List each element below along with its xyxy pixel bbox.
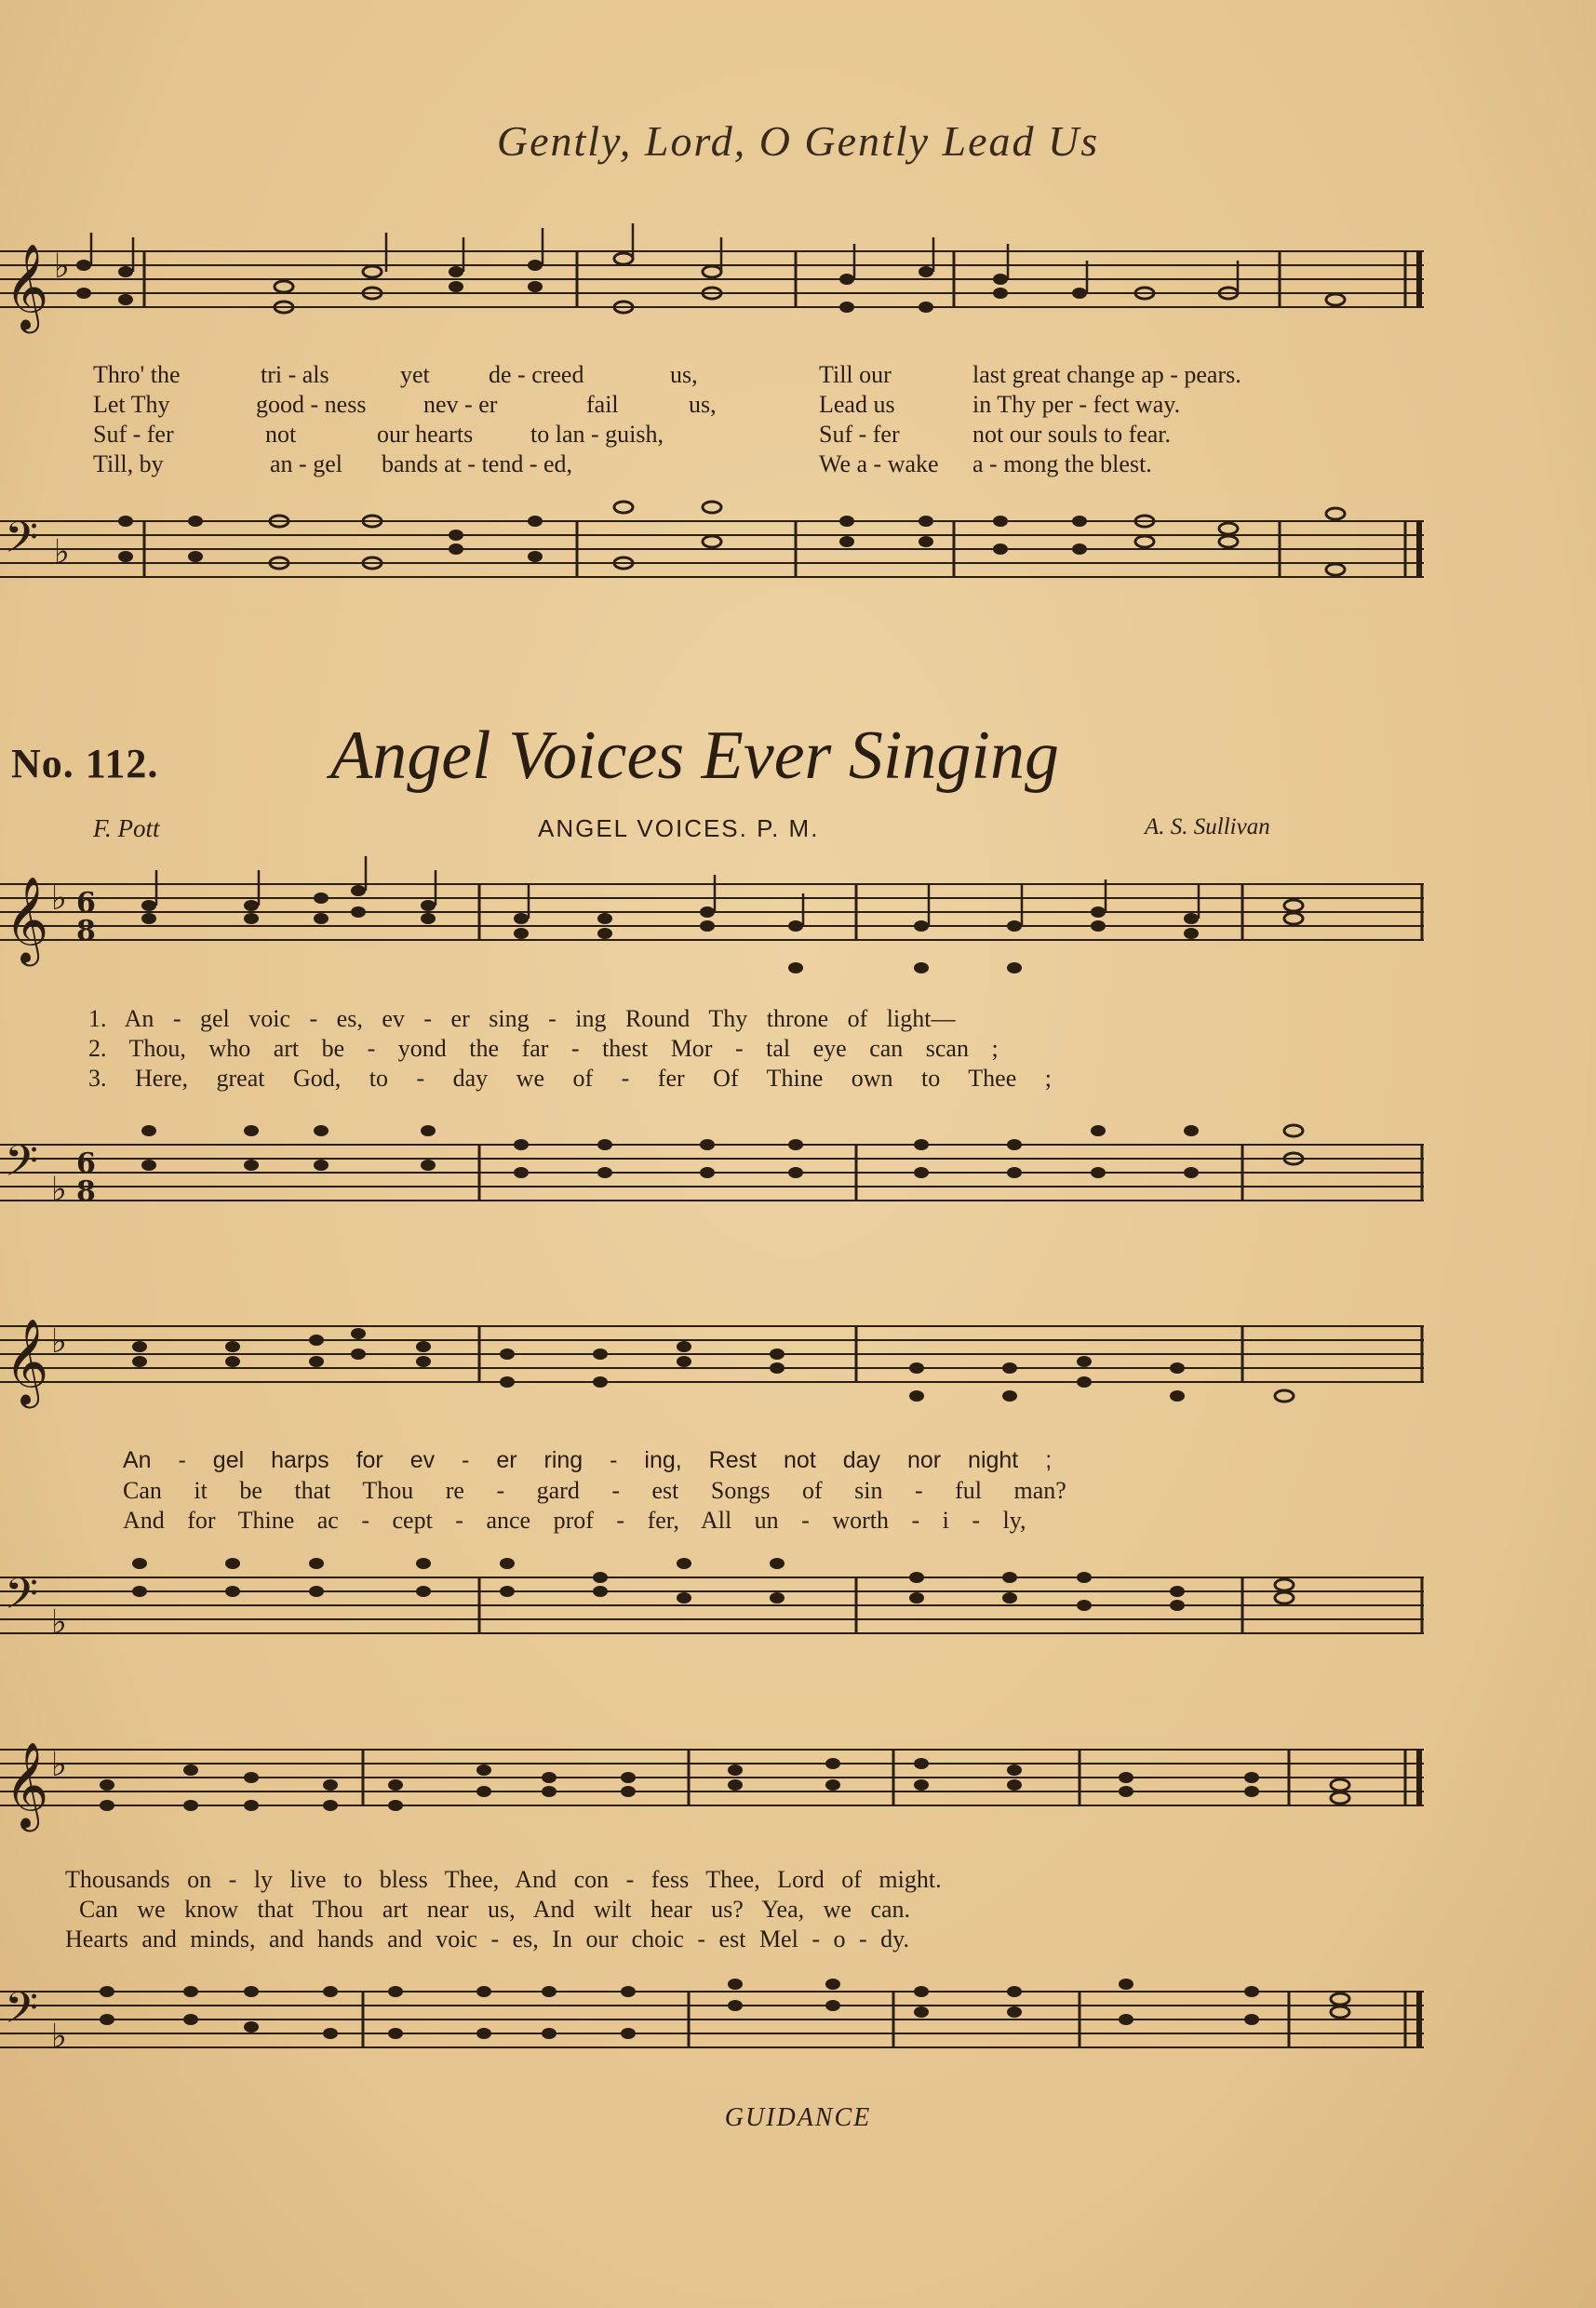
bass-clef-icon: 𝄢: [5, 1569, 39, 1630]
lyric-segment: us,: [670, 361, 698, 388]
staff-system4-treble: [0, 1712, 1596, 1861]
hymn-number: No. 112.: [11, 741, 159, 786]
lyric-line: And for Thine ac - cept - ance prof - fer, All un - worth - i - ly,: [123, 1507, 1026, 1534]
lyric-segment: not our souls to fear.: [972, 421, 1172, 448]
flat-icon: ♭: [51, 879, 67, 918]
lyric-segment: not: [265, 421, 297, 448]
flat-icon: ♭: [54, 533, 70, 571]
lyric-line: An - gel harps for ev - er ring - ing, Rest not day nor night ;: [123, 1447, 1053, 1473]
time-signature: 8: [76, 915, 96, 947]
hymn-author: F. Pott: [93, 814, 160, 842]
notes-system3-bass: [132, 1558, 1294, 1611]
bass-clef-icon: 𝄢: [5, 1136, 39, 1197]
notes-system1-bass: [118, 502, 1345, 575]
notes-system4-bass: [100, 1979, 1349, 2039]
staff-system2-bass: [0, 1107, 1596, 1247]
staff-system1-treble: [0, 214, 1596, 344]
notes-system3-treble: [132, 1328, 1294, 1402]
lyric-line: Can we know that Thou art near us, And wilt hear us? Yea, we can.: [79, 1896, 911, 1923]
lyric-segment: We a - wake: [819, 450, 939, 477]
lyric-segment: Thro' the: [93, 361, 181, 388]
lyric-segment: Suf - fer: [93, 421, 174, 448]
treble-clef-icon: 𝄞: [5, 876, 49, 962]
bass-clef-icon: 𝄢: [5, 513, 39, 573]
time-signature: 6: [76, 1147, 96, 1180]
lyric-line: 3. Here, great God, to - day we of - fer Of Thine own to Thee ;: [88, 1065, 1052, 1092]
staff-system2-treble: [0, 852, 1596, 1010]
lyric-segment: us,: [689, 391, 717, 418]
lyric-segment: to lan - guish,: [530, 421, 664, 448]
notes-system2-bass: [141, 1125, 1303, 1178]
lyric-segment: nev - er: [423, 391, 498, 418]
hymn-title: Angel Voices Ever Singing: [330, 718, 1059, 794]
lyric-segment: last great change ap - pears.: [972, 361, 1241, 388]
lyric-segment: fail: [586, 391, 619, 418]
lyric-line: 1. An - gel voic - es, ev - er sing - ing Round Thy throne of light—: [88, 1005, 956, 1032]
page-footer-category: GUIDANCE: [724, 2103, 872, 2132]
lyric-line: Hearts and minds, and hands and voic - es, In our choic - est Mel - o - dy.: [65, 1926, 909, 1952]
lyric-segment: good - ness: [256, 391, 367, 418]
notes-system4-treble: [100, 1758, 1349, 1811]
staff-system1-bass: [0, 484, 1596, 614]
flat-icon: ♭: [51, 1604, 67, 1642]
hymn-composer: A. S. Sullivan: [1145, 814, 1270, 839]
lyric-segment: Lead us: [819, 391, 895, 418]
flat-icon: ♭: [51, 1746, 67, 1784]
lyric-segment: Let Thy: [93, 391, 170, 418]
flat-icon: ♭: [51, 1322, 67, 1361]
lyric-segment: an - gel: [270, 450, 342, 477]
treble-clef-icon: 𝄞: [5, 243, 49, 329]
flat-icon: ♭: [51, 2018, 67, 2056]
notes-system1-treble: [76, 253, 1345, 313]
treble-clef-icon: 𝄞: [5, 1318, 49, 1404]
lyric-segment: Till, by: [93, 450, 164, 477]
lyric-segment: tri - als: [261, 361, 329, 388]
hymn-tune: ANGEL VOICES. P. M.: [538, 814, 820, 842]
lyric-line: Thousands on - ly live to bless Thee, And con - fess Thee, Lord of might.: [65, 1866, 942, 1893]
lyric-line: Can it be that Thou re - gard - est Songs of sin - ful man?: [123, 1477, 1066, 1504]
time-signature: 8: [76, 1175, 96, 1208]
lyric-segment: bands at - tend - ed,: [382, 450, 573, 477]
lyric-segment: Till our: [819, 361, 892, 388]
flat-icon: ♭: [51, 1171, 67, 1209]
lyric-segment: de - creed: [489, 361, 584, 388]
stems-system1-treble: [91, 223, 1238, 293]
lyric-segment: our hearts: [377, 421, 474, 448]
staff-system3-bass: [0, 1540, 1596, 1680]
bass-clef-icon: 𝄢: [5, 1983, 39, 2044]
lyric-line: 2. Thou, who art be - yond the far - thest Mor - tal eye can scan ;: [88, 1035, 999, 1062]
lyric-segment: yet: [400, 361, 430, 388]
staff-system3-treble: [0, 1289, 1596, 1438]
lyric-segment: in Thy per - fect way.: [972, 391, 1181, 418]
treble-clef-icon: 𝄞: [5, 1741, 49, 1828]
lyric-segment: a - mong the blest.: [972, 450, 1152, 477]
top-hymn-title: Gently, Lord, O Gently Lead Us: [496, 117, 1100, 165]
time-signature: 6: [76, 887, 96, 919]
lyric-segment: Suf - fer: [819, 421, 900, 448]
staff-system4-bass: [0, 1954, 1596, 2094]
flat-icon: ♭: [54, 248, 70, 286]
